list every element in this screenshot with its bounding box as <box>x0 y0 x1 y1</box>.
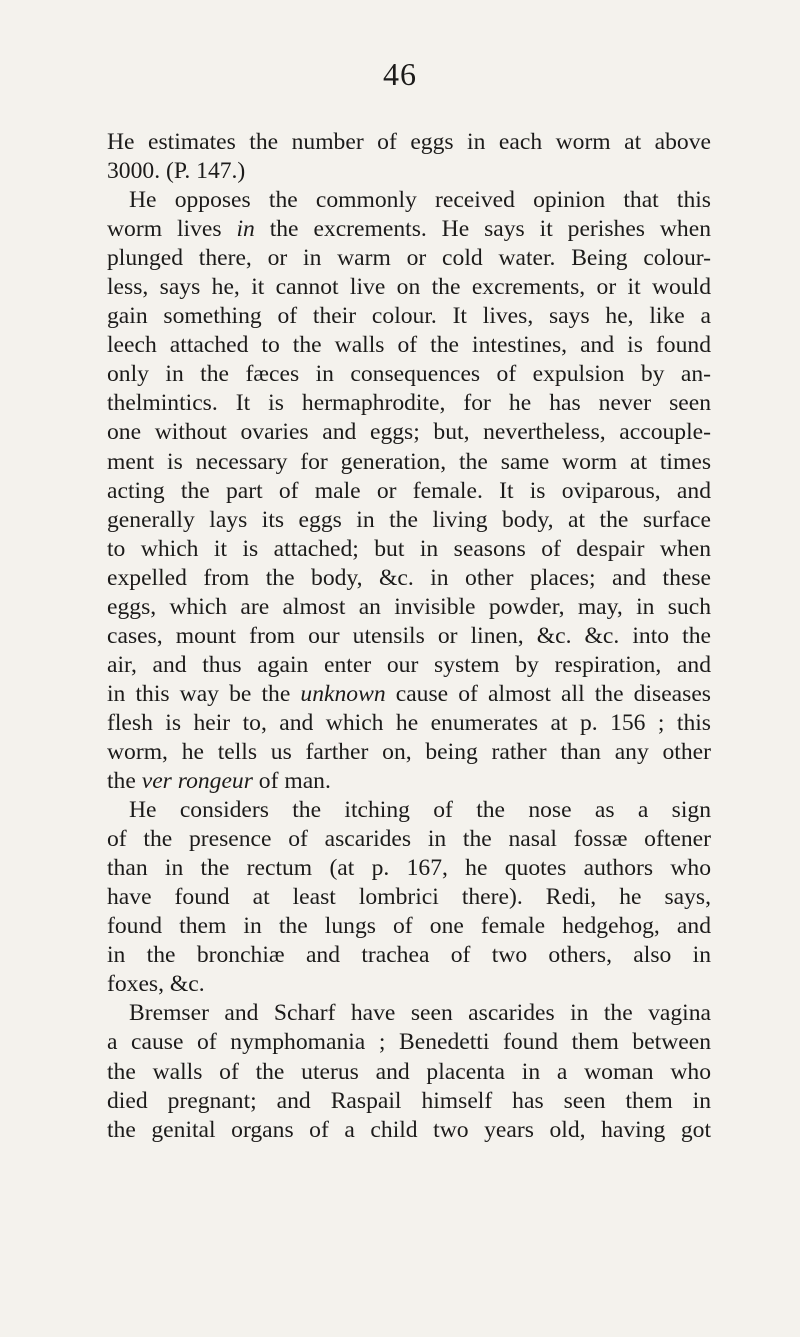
text-line: plunged there, or in warm or cold water. Being colour- <box>107 245 711 272</box>
body-text <box>107 128 711 1145</box>
italic-phrase: in <box>236 216 255 243</box>
text-line: died pregnant; and Raspail himself has seen them in <box>107 1087 711 1114</box>
text-line: the ver rongeur of man. <box>107 768 331 795</box>
text-line: less, says he, it cannot live on the excrements, or it would <box>107 274 711 301</box>
text-line: worm, he tells us farther on, being rather than any other <box>107 738 711 765</box>
paragraph <box>107 796 711 999</box>
text-line: ment is necessary for generation, the same worm at times <box>107 448 711 475</box>
text-line: worm lives in the excrements. He says it perishes when <box>107 216 711 243</box>
text-line: to which it is attached; but in seasons of despair when <box>107 535 711 562</box>
text-line: gain something of their colour. It lives, says he, like a <box>107 303 711 330</box>
text-line: eggs, which are almost an invisible powder, may, in such <box>107 593 711 620</box>
paragraph <box>107 999 711 1144</box>
text-line: a cause of nymphomania ; Benedetti found them between <box>107 1029 711 1056</box>
text-line: foxes, &c. <box>107 971 205 998</box>
text-line: the genital organs of a child two years old, having got <box>107 1116 711 1143</box>
text-line: He considers the itching of the nose as a sign <box>129 797 711 824</box>
text-line: acting the part of male or female. It is oviparous, and <box>107 477 711 504</box>
text-line: in the bronchiæ and trachea of two others, also in <box>107 942 711 969</box>
text-line: expelled from the body, &c. in other places; and these <box>107 564 711 591</box>
paragraph <box>107 186 711 796</box>
paragraph <box>107 128 711 186</box>
text-line: thelmintics. It is hermaphrodite, for he has never seen <box>107 390 711 417</box>
text-line: He estimates the number of eggs in each worm at above <box>107 129 711 155</box>
text-line: 3000. (P. 147.) <box>107 158 246 185</box>
text-line: the walls of the uterus and placenta in a woman who <box>107 1058 711 1085</box>
text-line: flesh is heir to, and which he enumerates at p. 156 ; this <box>107 709 711 736</box>
text-line: air, and thus again enter our system by respiration, and <box>107 651 711 678</box>
text-line: have found at least lombrici there). Redi, he says, <box>107 884 711 911</box>
text-line: of the presence of ascarides in the nasal fossæ oftener <box>107 826 711 853</box>
italic-phrase: unknown <box>300 680 386 707</box>
text-line: found them in the lungs of one female hedgehog, and <box>107 913 711 940</box>
text-line: only in the fæces in consequences of expulsion by an- <box>107 361 711 388</box>
page-number: 46 <box>383 56 417 92</box>
text-line: cases, mount from our utensils or linen, &c. &c. into the <box>107 622 711 649</box>
text-line: than in the rectum (at p. 167, he quotes authors who <box>107 855 711 882</box>
text-line: leech attached to the walls of the intestines, and is found <box>107 332 711 359</box>
italic-phrase: ver rongeur <box>141 768 253 795</box>
text-line: Bremser and Scharf have seen ascarides in the vagina <box>129 1000 711 1027</box>
text-line: one without ovaries and eggs; but, nevertheless, accouple- <box>107 419 711 446</box>
text-line: He opposes the commonly received opinion that this <box>129 187 711 214</box>
text-line: generally lays its eggs in the living body, at the surface <box>107 506 711 533</box>
text-line: in this way be the unknown cause of almost all the diseases <box>107 680 711 707</box>
